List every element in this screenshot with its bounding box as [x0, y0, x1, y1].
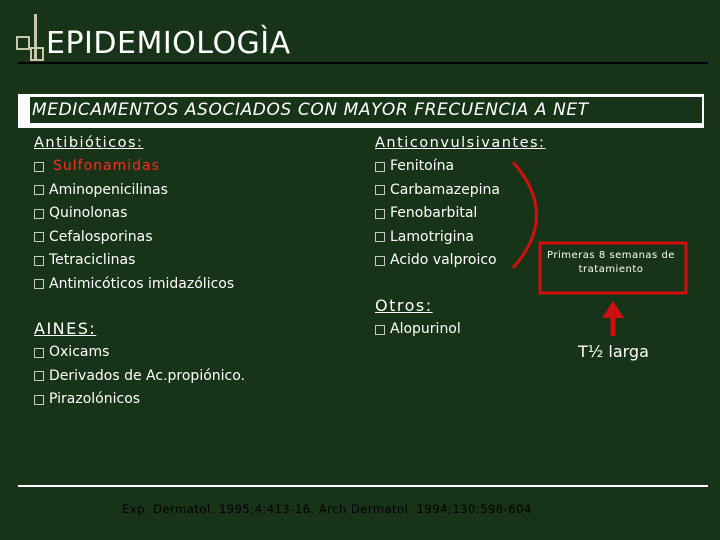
- treatment-period-note: Primeras 8 semanas de tratamiento: [547, 250, 675, 275]
- references: Exp. Dermatol. 1995;4:413-16. Arch Dermatol. 1994;130:598-604: [122, 502, 532, 516]
- anticonvulsivantes-heading: Anticonvulsivantes:: [375, 135, 546, 151]
- subtitle: MEDICAMENTOS ASOCIADOS CON MAYOR FRECUENCIA A NET: [30, 97, 702, 123]
- item-label: Cefalosporinas: [49, 228, 153, 245]
- item-label: Sulfonamidas: [53, 158, 160, 174]
- item-label: Fenitoína: [390, 158, 455, 174]
- item-label: Tetraciclinas: [49, 252, 136, 268]
- item-label: Acido valproico: [390, 252, 497, 268]
- item-label: Pirazolónicos: [49, 391, 141, 407]
- red-bracket: [513, 162, 537, 268]
- red-arrow-head-icon: [602, 301, 624, 318]
- item-label: Quinolonas: [49, 205, 128, 221]
- antibioticos-heading: Antibióticos:: [34, 135, 144, 151]
- item-label: Aminopenicilinas: [49, 181, 168, 198]
- item-label: Fenobarbital: [390, 205, 478, 221]
- otros-heading: Otros:: [375, 296, 433, 315]
- aines-heading: AINES:: [34, 319, 97, 338]
- item-label: Carbamazepina: [390, 181, 500, 198]
- item-label: Derivados de Ac.propiónico.: [49, 367, 245, 384]
- item-label: Alopurinol: [390, 321, 461, 337]
- item-label: Antimicóticos imidazólicos: [49, 275, 235, 292]
- page-title: EPIDEMIOLOGÌA: [46, 26, 291, 61]
- half-life-note: T½ larga: [578, 342, 649, 361]
- footer-divider: [18, 485, 708, 487]
- item-label: Oxicams: [49, 344, 110, 360]
- item-label: Lamotrigina: [390, 228, 474, 245]
